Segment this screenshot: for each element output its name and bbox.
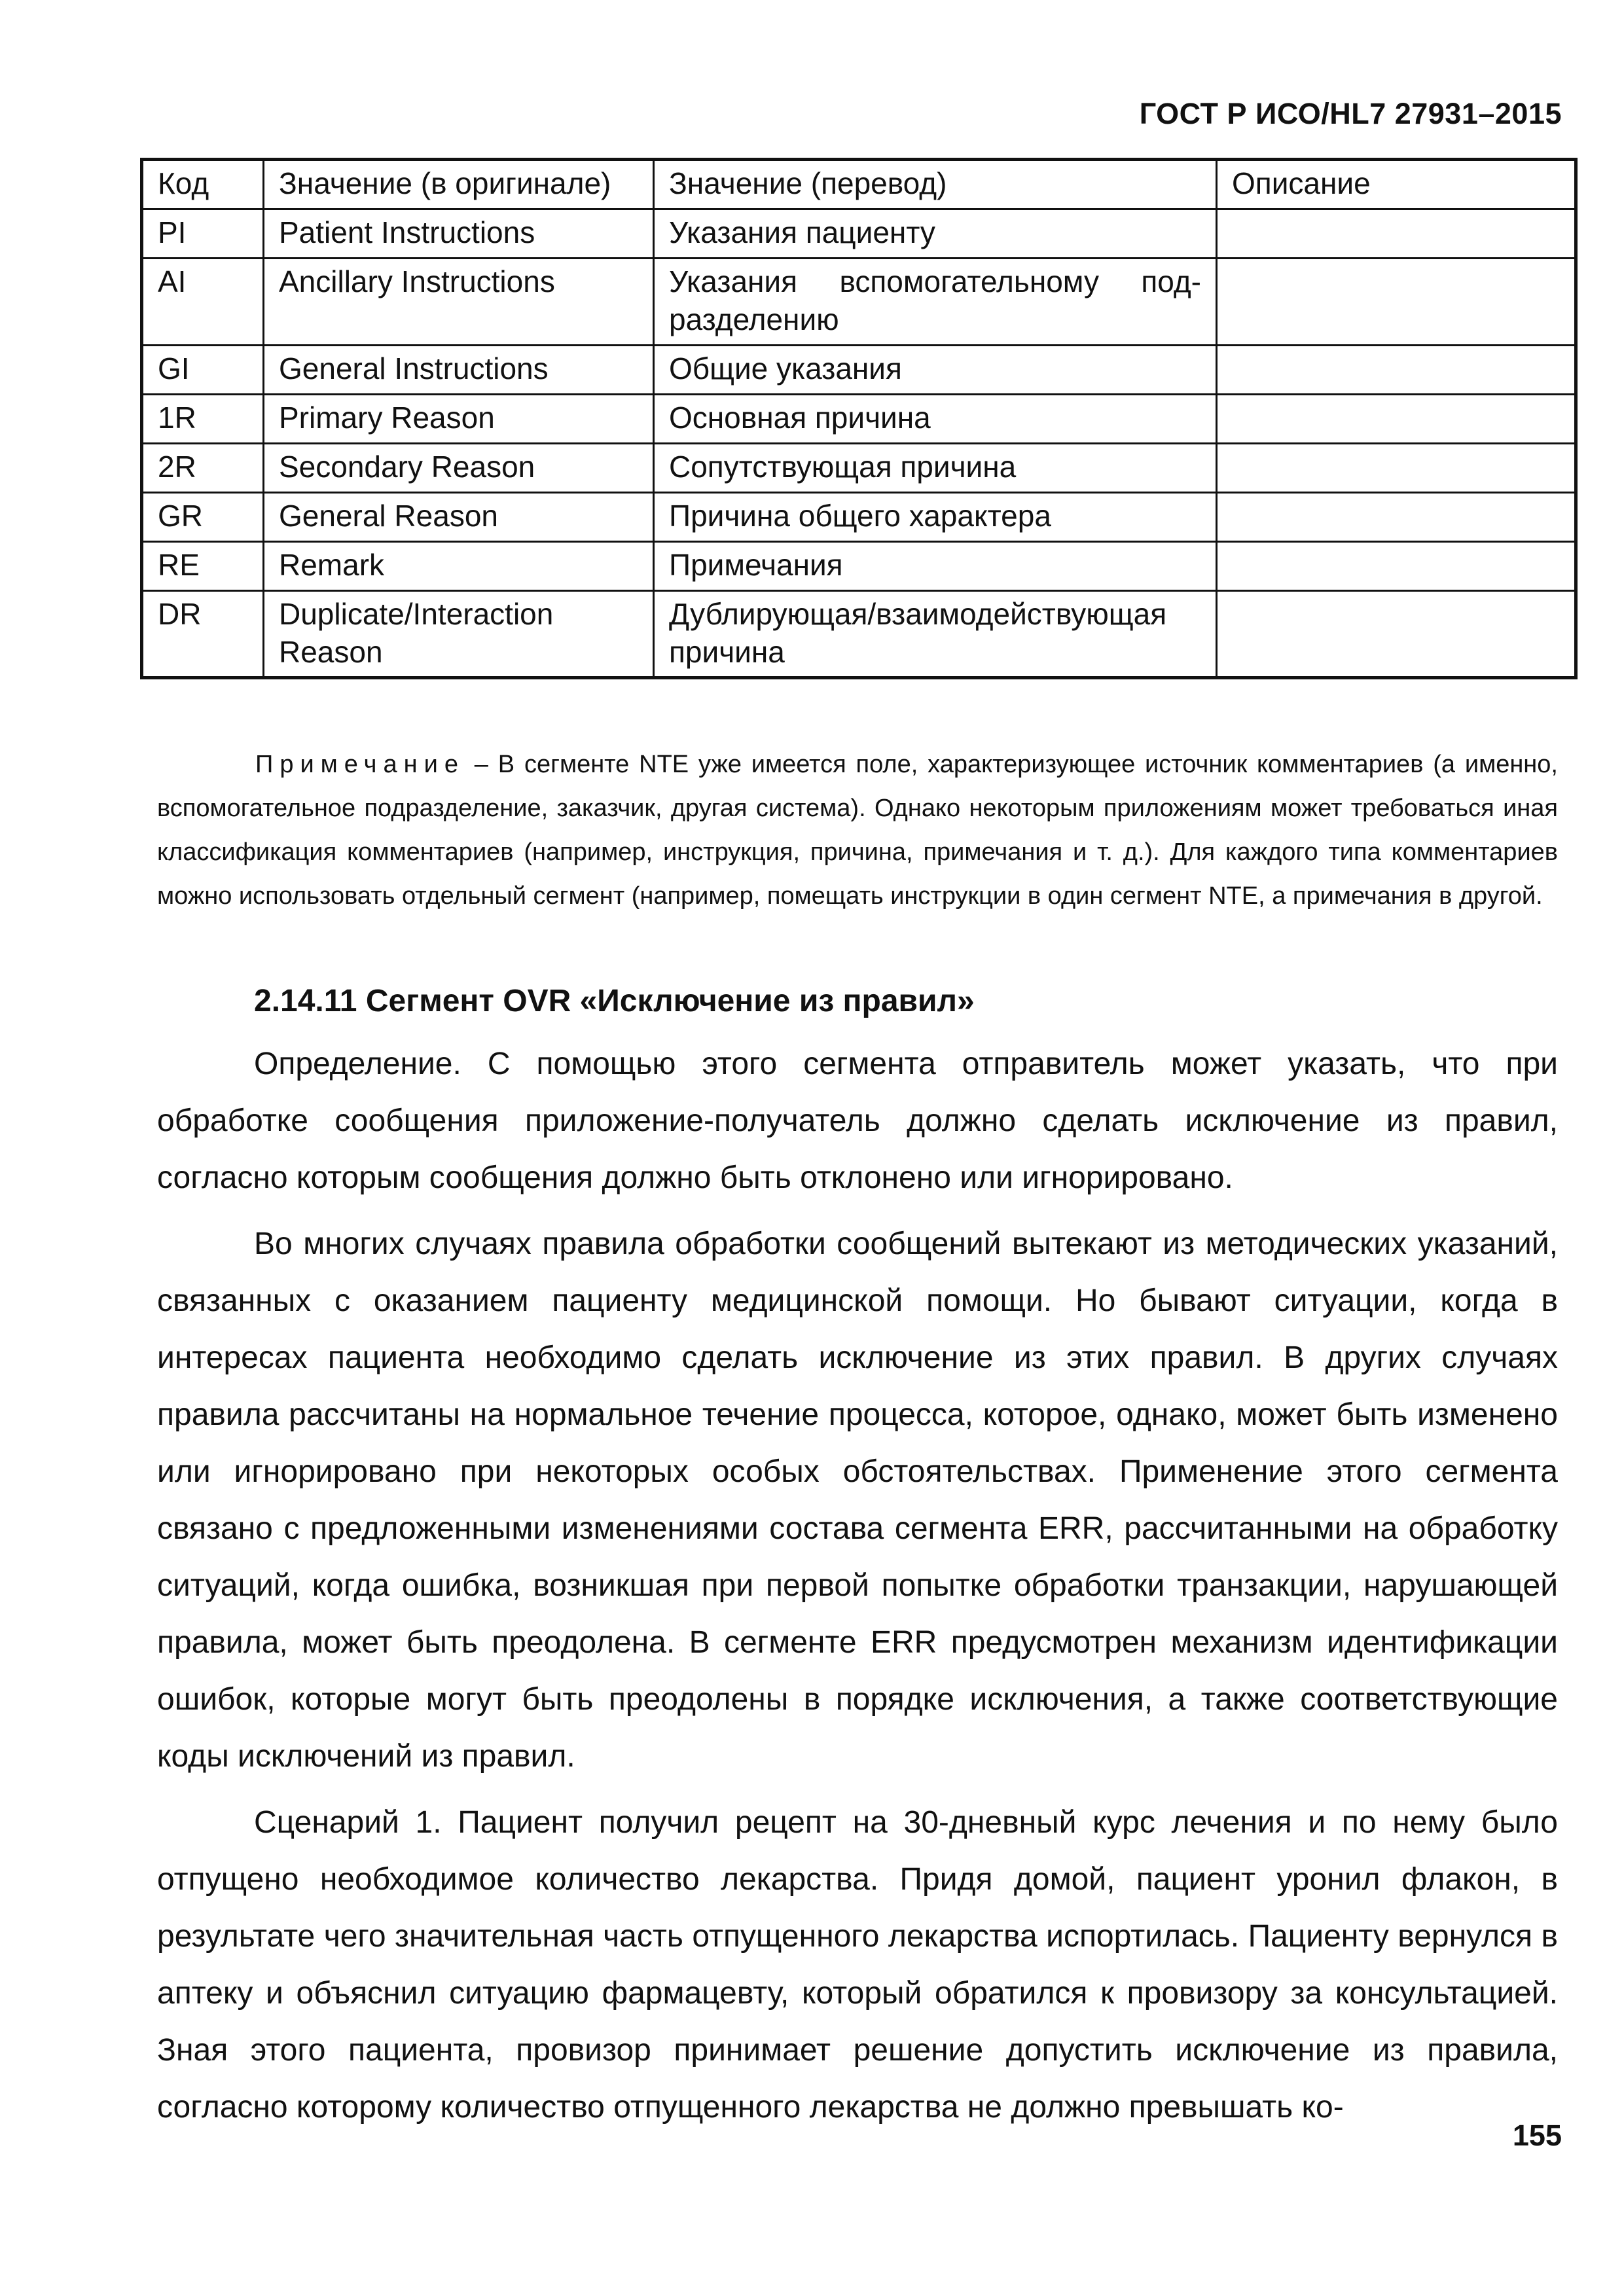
cell-description — [1217, 541, 1576, 590]
cell-description — [1217, 394, 1576, 443]
cell-code: AI — [142, 258, 264, 345]
note-label: Примечание — [255, 751, 465, 778]
cell-code: RE — [142, 541, 264, 590]
cell-code: PI — [142, 209, 264, 258]
cell-code: 1R — [142, 394, 264, 443]
cell-translation: Указания пациенту — [654, 209, 1217, 258]
cell-code: GR — [142, 492, 264, 541]
table-row — [142, 590, 1576, 678]
body-text — [157, 1035, 1558, 2136]
cell-description — [1217, 590, 1576, 678]
cell-original: Duplicate/Interaction Reason — [264, 590, 654, 678]
cell-code: 2R — [142, 443, 264, 492]
cell-original: Primary Reason — [264, 394, 654, 443]
comment-type-table — [140, 158, 1578, 679]
cell-description — [1217, 345, 1576, 394]
cell-translation: Основная причина — [654, 394, 1217, 443]
cell-translation: Причина общего характера — [654, 492, 1217, 541]
cell-translation: Указания вспомогательному под-разделению — [654, 258, 1217, 345]
cell-description — [1217, 492, 1576, 541]
cell-original: General Instructions — [264, 345, 654, 394]
table-row — [142, 209, 1576, 258]
note-text: – В сегменте NTE уже имеется поле, характеризующее источник комментариев (а именно, вспомогательное подразделение, заказчик, другая система). Однако некоторым приложениям может требоваться иная классификация комментариев (например, инструкция, причина, примечания и т. д.). Для каждого типа комментариев можно использовать отдельный сегмент (например, помещать инструкции в один сегмент NTE, а примечания в другой. — [157, 751, 1558, 910]
header-description: Описание — [1217, 160, 1576, 209]
cell-original: General Reason — [264, 492, 654, 541]
cell-original: Patient Instructions — [264, 209, 654, 258]
cell-description — [1217, 258, 1576, 345]
cell-code: GI — [142, 345, 264, 394]
table-row — [142, 492, 1576, 541]
cell-original: Remark — [264, 541, 654, 590]
table-row — [142, 443, 1576, 492]
table-note — [157, 743, 1558, 918]
cell-code: DR — [142, 590, 264, 678]
header-code: Код — [142, 160, 264, 209]
section-heading: 2.14.11 Сегмент OVR «Исключение из правил» — [254, 984, 975, 1018]
cell-translation: Примечания — [654, 541, 1217, 590]
table-row — [142, 394, 1576, 443]
cell-translation: Сопутствующая причина — [654, 443, 1217, 492]
cell-description — [1217, 209, 1576, 258]
cell-original: Ancillary Instructions — [264, 258, 654, 345]
cell-original: Secondary Reason — [264, 443, 654, 492]
paragraph-rules: Во многих случаях правила обработки сообщений вытекают из методических указаний, связанных с оказанием пациенту медицинской помощи. Но бывают ситуации, когда в интересах пациента необходимо сделать исключение из этих правил. В других случаях правила рассчитаны на нормальное течение процесса, которое, однако, может быть изменено или игнорировано при некоторых особых обстоятельствах. Применение этого сегмента связано с предложенными изменениями состава сегмента ERR, рассчитанными на обработку ситуаций, когда ошибка, возникшая при первой попытке обработки транзакции, нарушающей правила, может быть преодолена. В сегменте ERR предусмотрен механизм идентификации ошибок, которые могут быть преодолены в порядке исключения, а также соответствующие коды исключений из правил. — [157, 1227, 1558, 1774]
document-code: ГОСТ Р ИСО/HL7 27931–2015 — [1139, 97, 1562, 130]
table-header-row — [142, 160, 1576, 209]
cell-description — [1217, 443, 1576, 492]
header-original: Значение (в оригинале) — [264, 160, 654, 209]
table-row — [142, 345, 1576, 394]
header-translation: Значение (перевод) — [654, 160, 1217, 209]
paragraph-scenario-1: Сценарий 1. Пациент получил рецепт на 30-дневный курс лечения и по нему было отпущено необходимое количество лекарства. Придя домой, пациент уронил флакон, в результате чего значительная часть отпущенного лекарства испортилась. Пациенту вернулся в аптеку и объяснил ситуацию фармацевту, который обратился к провизору за консультацией. Зная этого пациента, провизор принимает решение допустить исключение из правила, согласно которому количество отпущенного лекарства не должно превышать ко- — [157, 1805, 1558, 2125]
cell-translation: Общие указания — [654, 345, 1217, 394]
table-row — [142, 541, 1576, 590]
table-row — [142, 258, 1576, 345]
page-number: 155 — [1512, 2119, 1562, 2152]
cell-translation: Дублирующая/взаимодействующая причина — [654, 590, 1217, 678]
paragraph-definition: Определение. С помощью этого сегмента отправитель может указать, что при обработке сообщения приложение-получатель должно сделать исключение из правил, согласно которым сообщения должно быть отклонено или игнорировано. — [157, 1047, 1558, 1195]
